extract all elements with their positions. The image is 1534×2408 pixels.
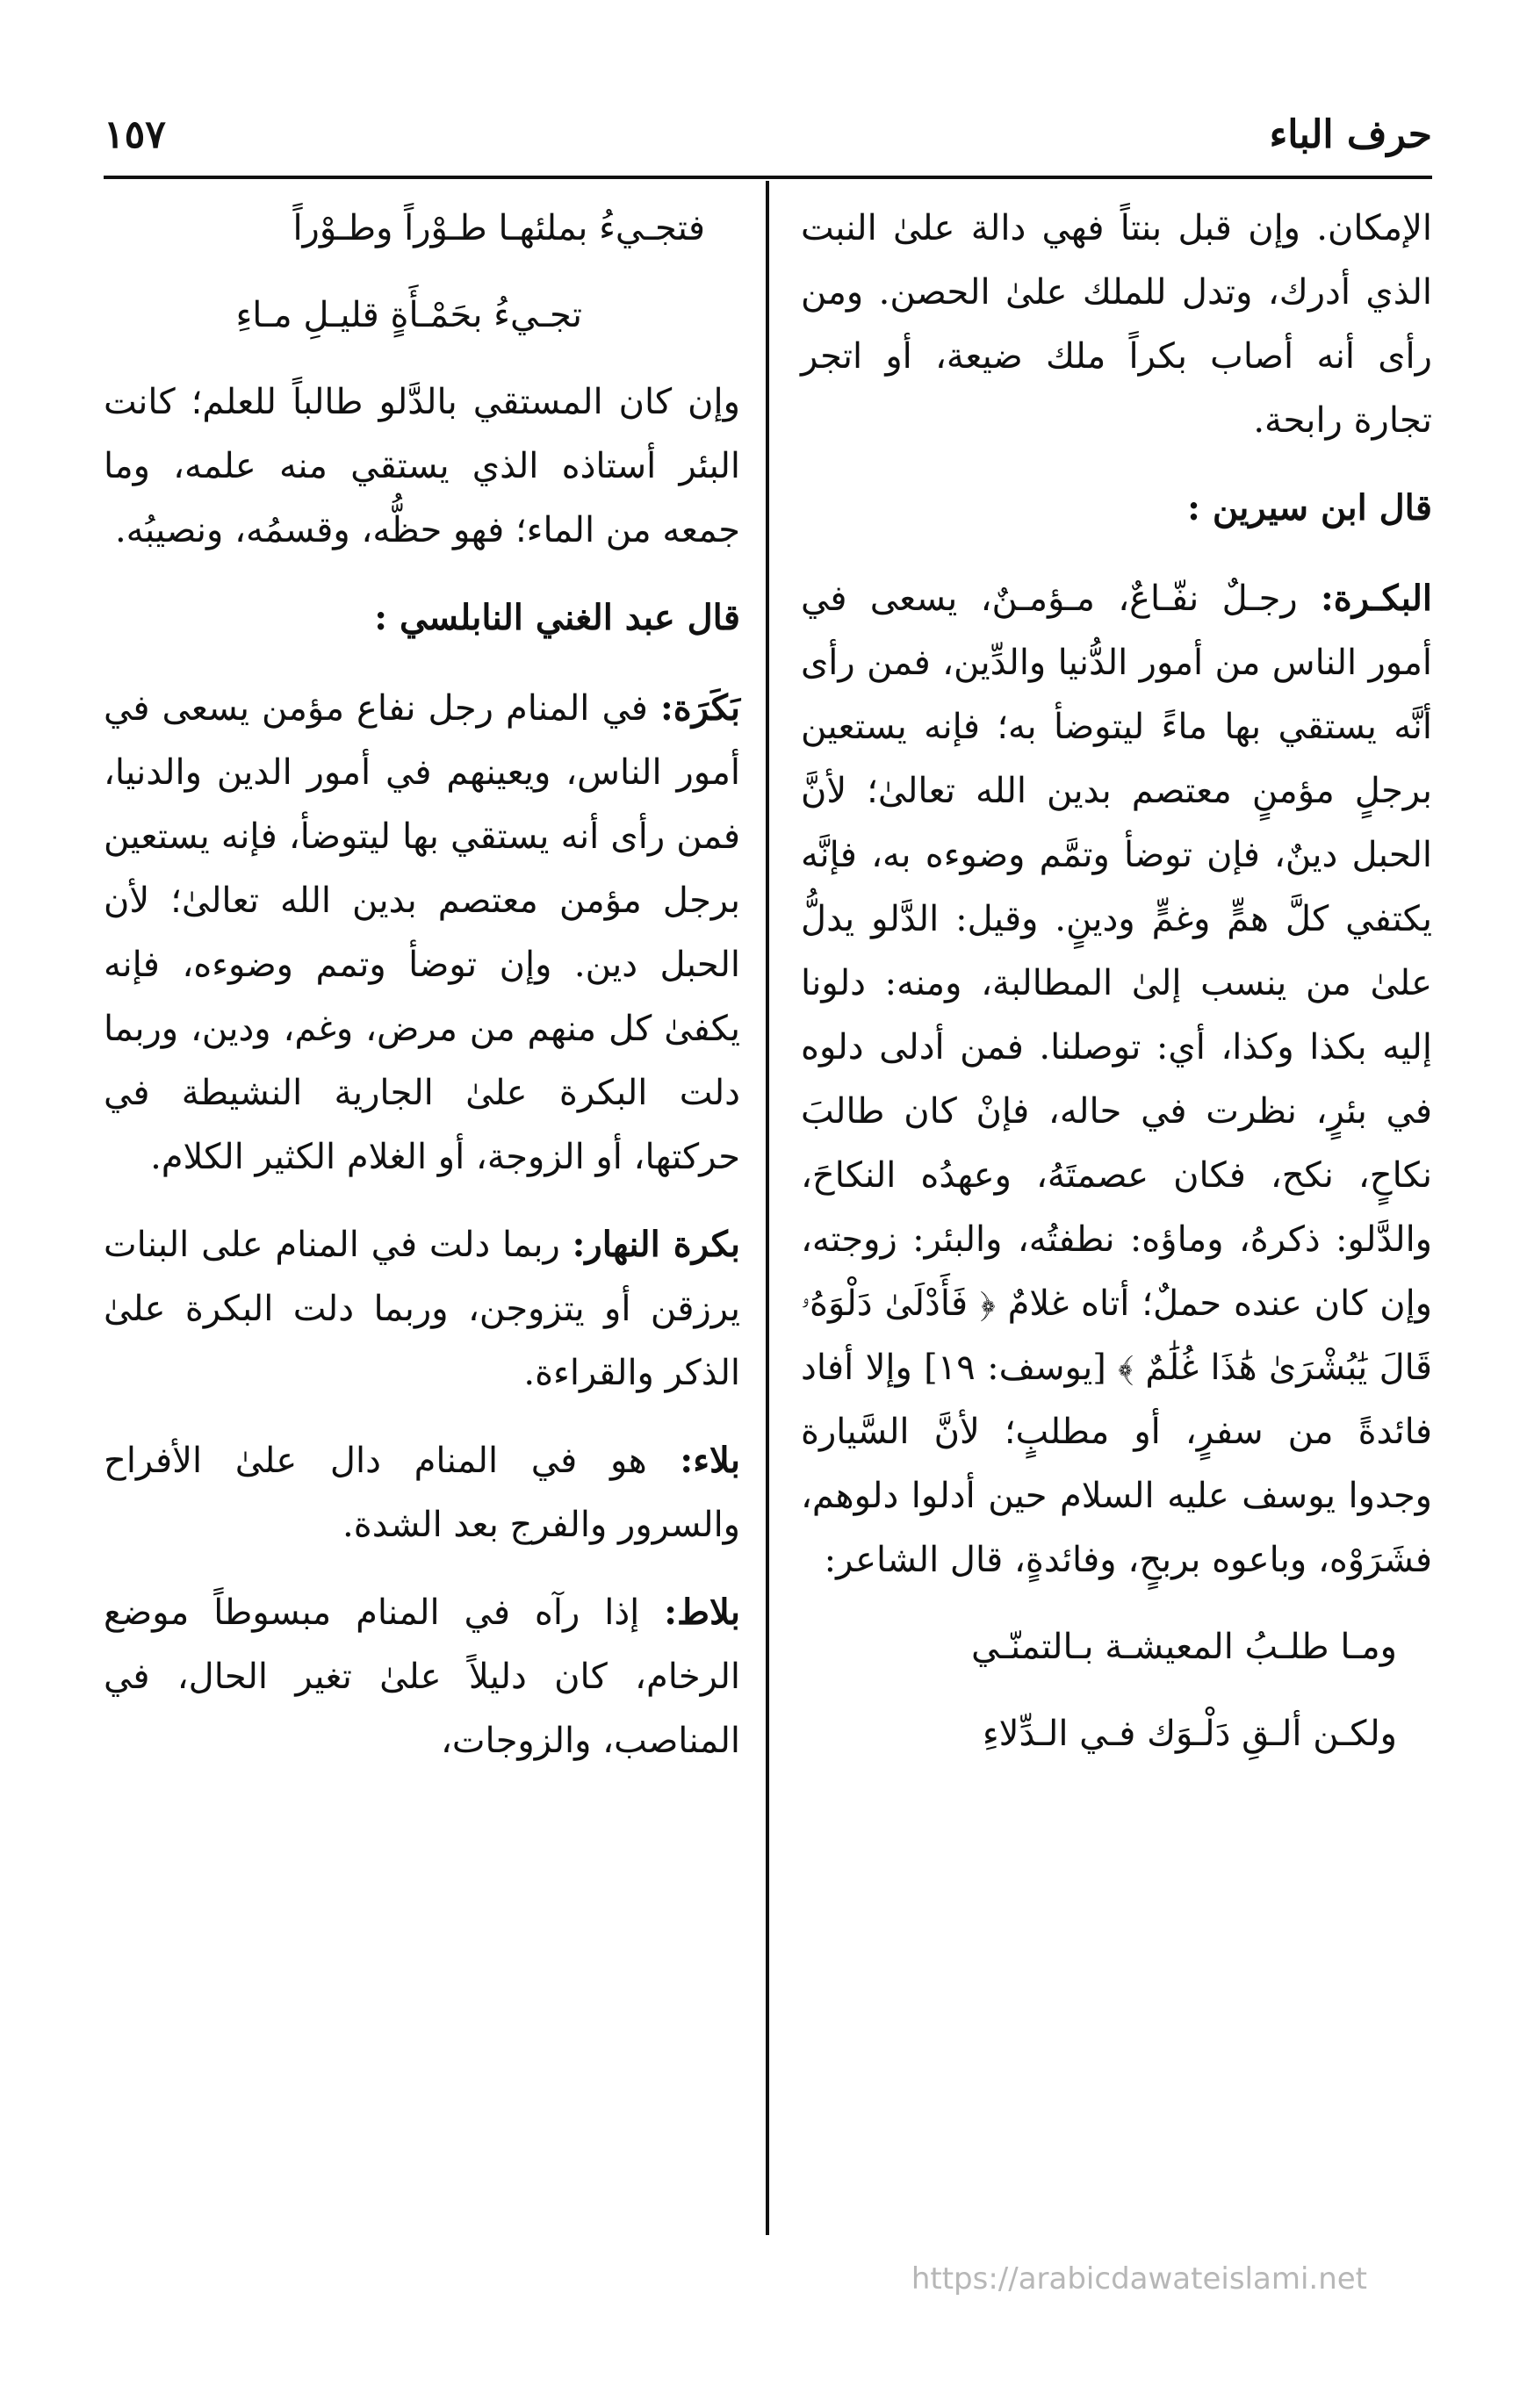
poem-verse: ولكـن ألـقِ دَلْـوَك فـي الـدِّلاءِ [982,1714,1397,1754]
entry-text: إذا رآه في المنام مبسوطاً موضع الرخام، كان دليلاً علىٰ تغير الحال، في المناصب، والزوجات، [104,1592,740,1761]
poem-verse: فتجـيءُ بملئهـا طـوْراً وطـوْراً [292,208,705,248]
header-rule [104,176,1432,179]
poem-verse: تجـيءُ بحَمْـأَةٍ قليـلِ مـاءِ [235,295,582,335]
entry-paragraph [104,676,740,1190]
entry-term: بَكَرَة: [659,687,740,729]
entry-paragraph [104,1212,740,1405]
section-heading: قال عبد الغني النابلسي : [374,597,740,638]
entry-term: بلاط: [664,1592,740,1633]
entry-term: بلاء: [680,1440,740,1481]
entry-paragraph [104,1580,740,1773]
entry-text: هو في المنام دال علىٰ الأفراح والسرور والفرج بعد الشدة. [104,1441,740,1545]
page-number: ١٥٧ [104,112,166,157]
entry-paragraph [104,1428,740,1557]
entry-term: بكرة النهار: [572,1224,740,1265]
entry-text: ربما دلت في المنام على البنات يرزقن أو يتزوجن، وربما دلت البكرة علىٰ الذكر والقراءة. [104,1225,740,1393]
paragraph: وإن كان المستقي بالدَّلو طالباً للعلم؛ كانت البئر أستاذه الذي يستقي منه علمه، وما جمعه من الماء؛ فهو حظُّه، وقسمُه، ونصيبُه. [104,382,740,550]
right-column [801,197,1432,1789]
left-column [104,197,740,1796]
section-heading: قال ابن سيرين : [1187,487,1432,528]
entry-text: رجـلٌ نفّـاعٌ، مـؤمـنٌ، يسعى في أمور الناس من أمور الدُّنيا والدِّين، فمن رأى أنَّه يستقي بها ماءً ليتوضأ به؛ فإنه يستعين برجلٍ مؤمنٍ معتصم بدين الله تعالىٰ؛ لأنَّ الحبل دينٌ، فإن توضأ وتمَّم وضوءه به، فإنَّه يكتفي كلَّ همٍّ وغمٍّ ودينٍ. وقيل: الدَّلو يدلُّ علىٰ من ينسب إلىٰ المطالبة، ومنه: دلونا إليه بكذا وكذا، أي: توصلنا. فمن أدلى دلوه في بئرٍ، نظرت في حاله، فإنْ كان طالبَ نكاحٍ، نكح، فكان عصمتَهُ، وعهدُه النكاحَ، والدَّلو: ذكرهُ، وماؤه: نطفتُه، والبئر: زوجته، وإن كان عنده حملٌ؛ أتاه غلامٌ ﴿ فَأَدْلَىٰ دَلْوَهُۥ قَالَ يَٰبُشْرَىٰ هَٰذَا غُلَٰمٌ ﴾ [يوسف: ١٩] وإلا أفاد فائدةً من سفرٍ، أو مطلبٍ؛ لأنَّ السَّيارة وجدوا يوسف عليه السلام حين أدلوا دلوهم، فشَرَوْه، وباعوه بربحٍ، وفائدةٍ، قال الشاعر: [801,579,1432,1580]
poem-verse: ومـا طلـبُ المعيشـة بـالتمنّـي [970,1627,1397,1667]
watermark-url: https://arabicdawateislami.net [911,2261,1367,2297]
entry-term: البكـرة: [1321,578,1432,619]
chapter-title: حرف الباء [1269,112,1432,157]
entry-paragraph [801,566,1432,1592]
column-divider [766,181,769,2235]
page-header [104,104,1432,174]
entry-text: في المنام رجل نفاع مؤمن يسعى في أمور الناس، ويعينهم في أمور الدين والدنيا، فمن رأى أنه يستقي بها ليتوضأ، فإنه يستعين برجل مؤمن معتصم بدين الله تعالىٰ؛ لأن الحبل دين. وإن توضأ وتمم وضوءه، فإنه يكفىٰ كل منهم من مرض، وغم، ودين، وربما دلت البكرة علىٰ الجارية النشيطة في حركتها، أو الزوجة، أو الغلام الكثير الكلام. [104,688,740,1177]
paragraph: الإمكان. وإن قبل بنتاً فهي دالة علىٰ النبت الذي أدرك، وتدل للملك علىٰ الحصن. ومن رأى أنه أصاب بكراً ملك ضيعة، أو اتجر تجارة رابحة. [801,208,1432,441]
